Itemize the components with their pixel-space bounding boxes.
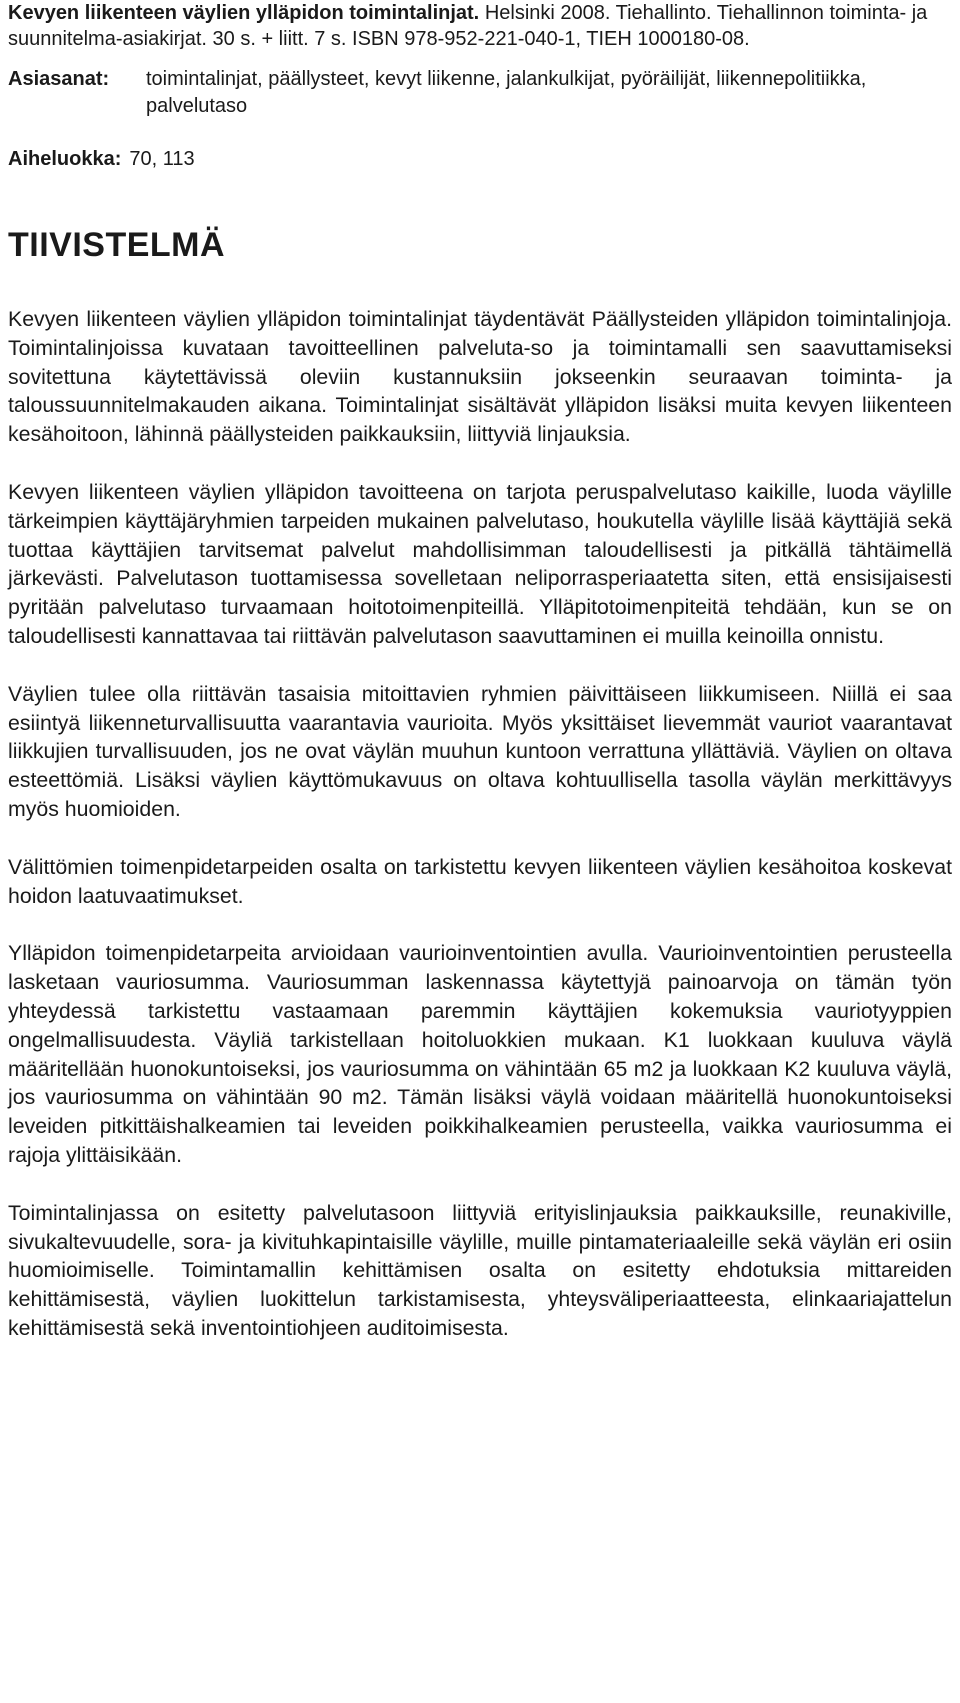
summary-paragraph: Kevyen liikenteen väylien ylläpidon toimintalinjat täydentävät Päällysteiden ylläpidon toimintalinjoja. Toimintalinjoissa kuvataan tavoitteellinen palveluta-so ja toimintamalli sen saavuttamiseksi sovitettuna käytettävissä oleviin kustannuksiin jokseenkin seuraavan toiminta- ja taloussuunnitelmakauden aikana. Toimintalinjat sisältävät ylläpidon lisäksi muita kevyen liikenteen kesähoitoon, lähinnä päällysteiden paikkauksiin, liittyviä linjauksia. (8, 307, 952, 447)
summary-body (8, 305, 952, 1343)
summary-paragraph: Kevyen liikenteen väylien ylläpidon tavoitteena on tarjota peruspalvelutaso kaikille, luoda väylille tärkeimpien käyttäjäryhmien tarpeiden mukainen palvelutaso, houkutella väylille lisää käyttäjiä sekä tuottaa käyttäjien tarvitsemat palvelut mahdollisimman taloudellisesti ja pitkällä tähtäimellä järkevästi. Palvelutason tuottamisessa sovelletaan neliporrasperiaatetta siten, että ensisijaisesti pyritään palvelutaso turvaamaan hoitotoimenpiteillä. Ylläpitotoimenpiteitä tehdään, kun se on taloudellisesti kannattavaa tai riittävän palvelutason saavuttaminen ei muilla keinoilla onnistu. (8, 479, 952, 648)
keywords-label: Asiasanat: (8, 68, 110, 90)
reference-title: Kevyen liikenteen väylien ylläpidon toimintalinjat. (8, 2, 480, 24)
summary-paragraph: Välittömien toimenpidetarpeiden osalta on tarkistettu kevyen liikenteen väylien kesähoitoa koskevat hoidon laatuvaatimukset. (8, 854, 952, 908)
reference-details: Helsinki 2008. Tiehallinto. Tiehallinnon toiminta- ja suunnitelma-asiakirjat. 30 s. + liitt. 7 s. ISBN 978-952-221-040-1, TIEH 1000180-08. (8, 2, 928, 50)
summary-paragraph: Toimintalinjassa on esitetty palvelutasoon liittyviä erityislinjauksia paikkauksille, reunakiville, sivukaltevuudelle, sora- ja kivituhkapintaisille väylille, muille pintamateriaaleille sekä väylän eri osiin huomioimiselle. Toimintamallin kehittämisen osalta on esitetty ehdotuksia mittareiden kehittämisestä, väylien luokittelun tarkistamisesta, yhteysväliperiaatteesta, elinkaariajattelun kehittämisestä sekä inventointiohjeen auditoimisesta. (8, 1200, 952, 1340)
category-value: 70, 113 (129, 148, 195, 170)
keywords-row (8, 66, 952, 120)
keywords-value: toimintalinjat, päällysteet, kevyt liikenne, jalankulkijat, pyöräilijät, liikennepolitiikka, palvelutaso (146, 68, 867, 117)
category-label: Aiheluokka: (8, 148, 122, 170)
summary-paragraph: Ylläpidon toimenpidetarpeita arvioidaan vaurioinventointien avulla. Vaurioinventointien perusteella lasketaan vauriosumma. Vauriosumman laskennassa käytettyjä painoarvoja on tämän työn yhteydessä tarkistettu vastaamaan paremmin käyttäjien kokemuksia vauriotyyppien ongelmallisuudesta. Väyliä tarkistellaan hoitoluokkien mukaan. K1 luokkaan kuuluva väylä määritellään huonokuntoiseksi, jos vauriosumma on vähintään 65 m2 ja luokkaan K2 kuuluva väylä, jos vauriosumma on vähintään 90 m2. Tämän lisäksi väylä voidaan määritellä huonokuntoiseksi leveiden pitkittäishalkeamien tai leveiden poikkihalkeamien perusteella, vaikka vauriosumma ei rajoja ylittäisikään. (8, 941, 952, 1167)
bibliographic-reference (8, 0, 952, 52)
document-page (8, 0, 952, 1372)
category-row (8, 146, 952, 173)
section-heading: TIIVISTELMÄ (8, 226, 226, 264)
summary-paragraph: Väylien tulee olla riittävän tasaisia mitoittavien ryhmien päivittäiseen liikkumiseen. Niillä ei saa esiintyä liikenneturvallisuutta vaarantavia vaurioita. Myös yksittäiset lievemmät vauriot vaarantavat liikkujien turvallisuuden, jos ne ovat väylän muuhun kuntoon verrattuna yllättäviä. Väylien on oltava esteettömiä. Lisäksi väylien käyttömukavuus on oltava kohtuullisella tasolla väylän merkittävyys myös huomioiden. (8, 681, 952, 821)
